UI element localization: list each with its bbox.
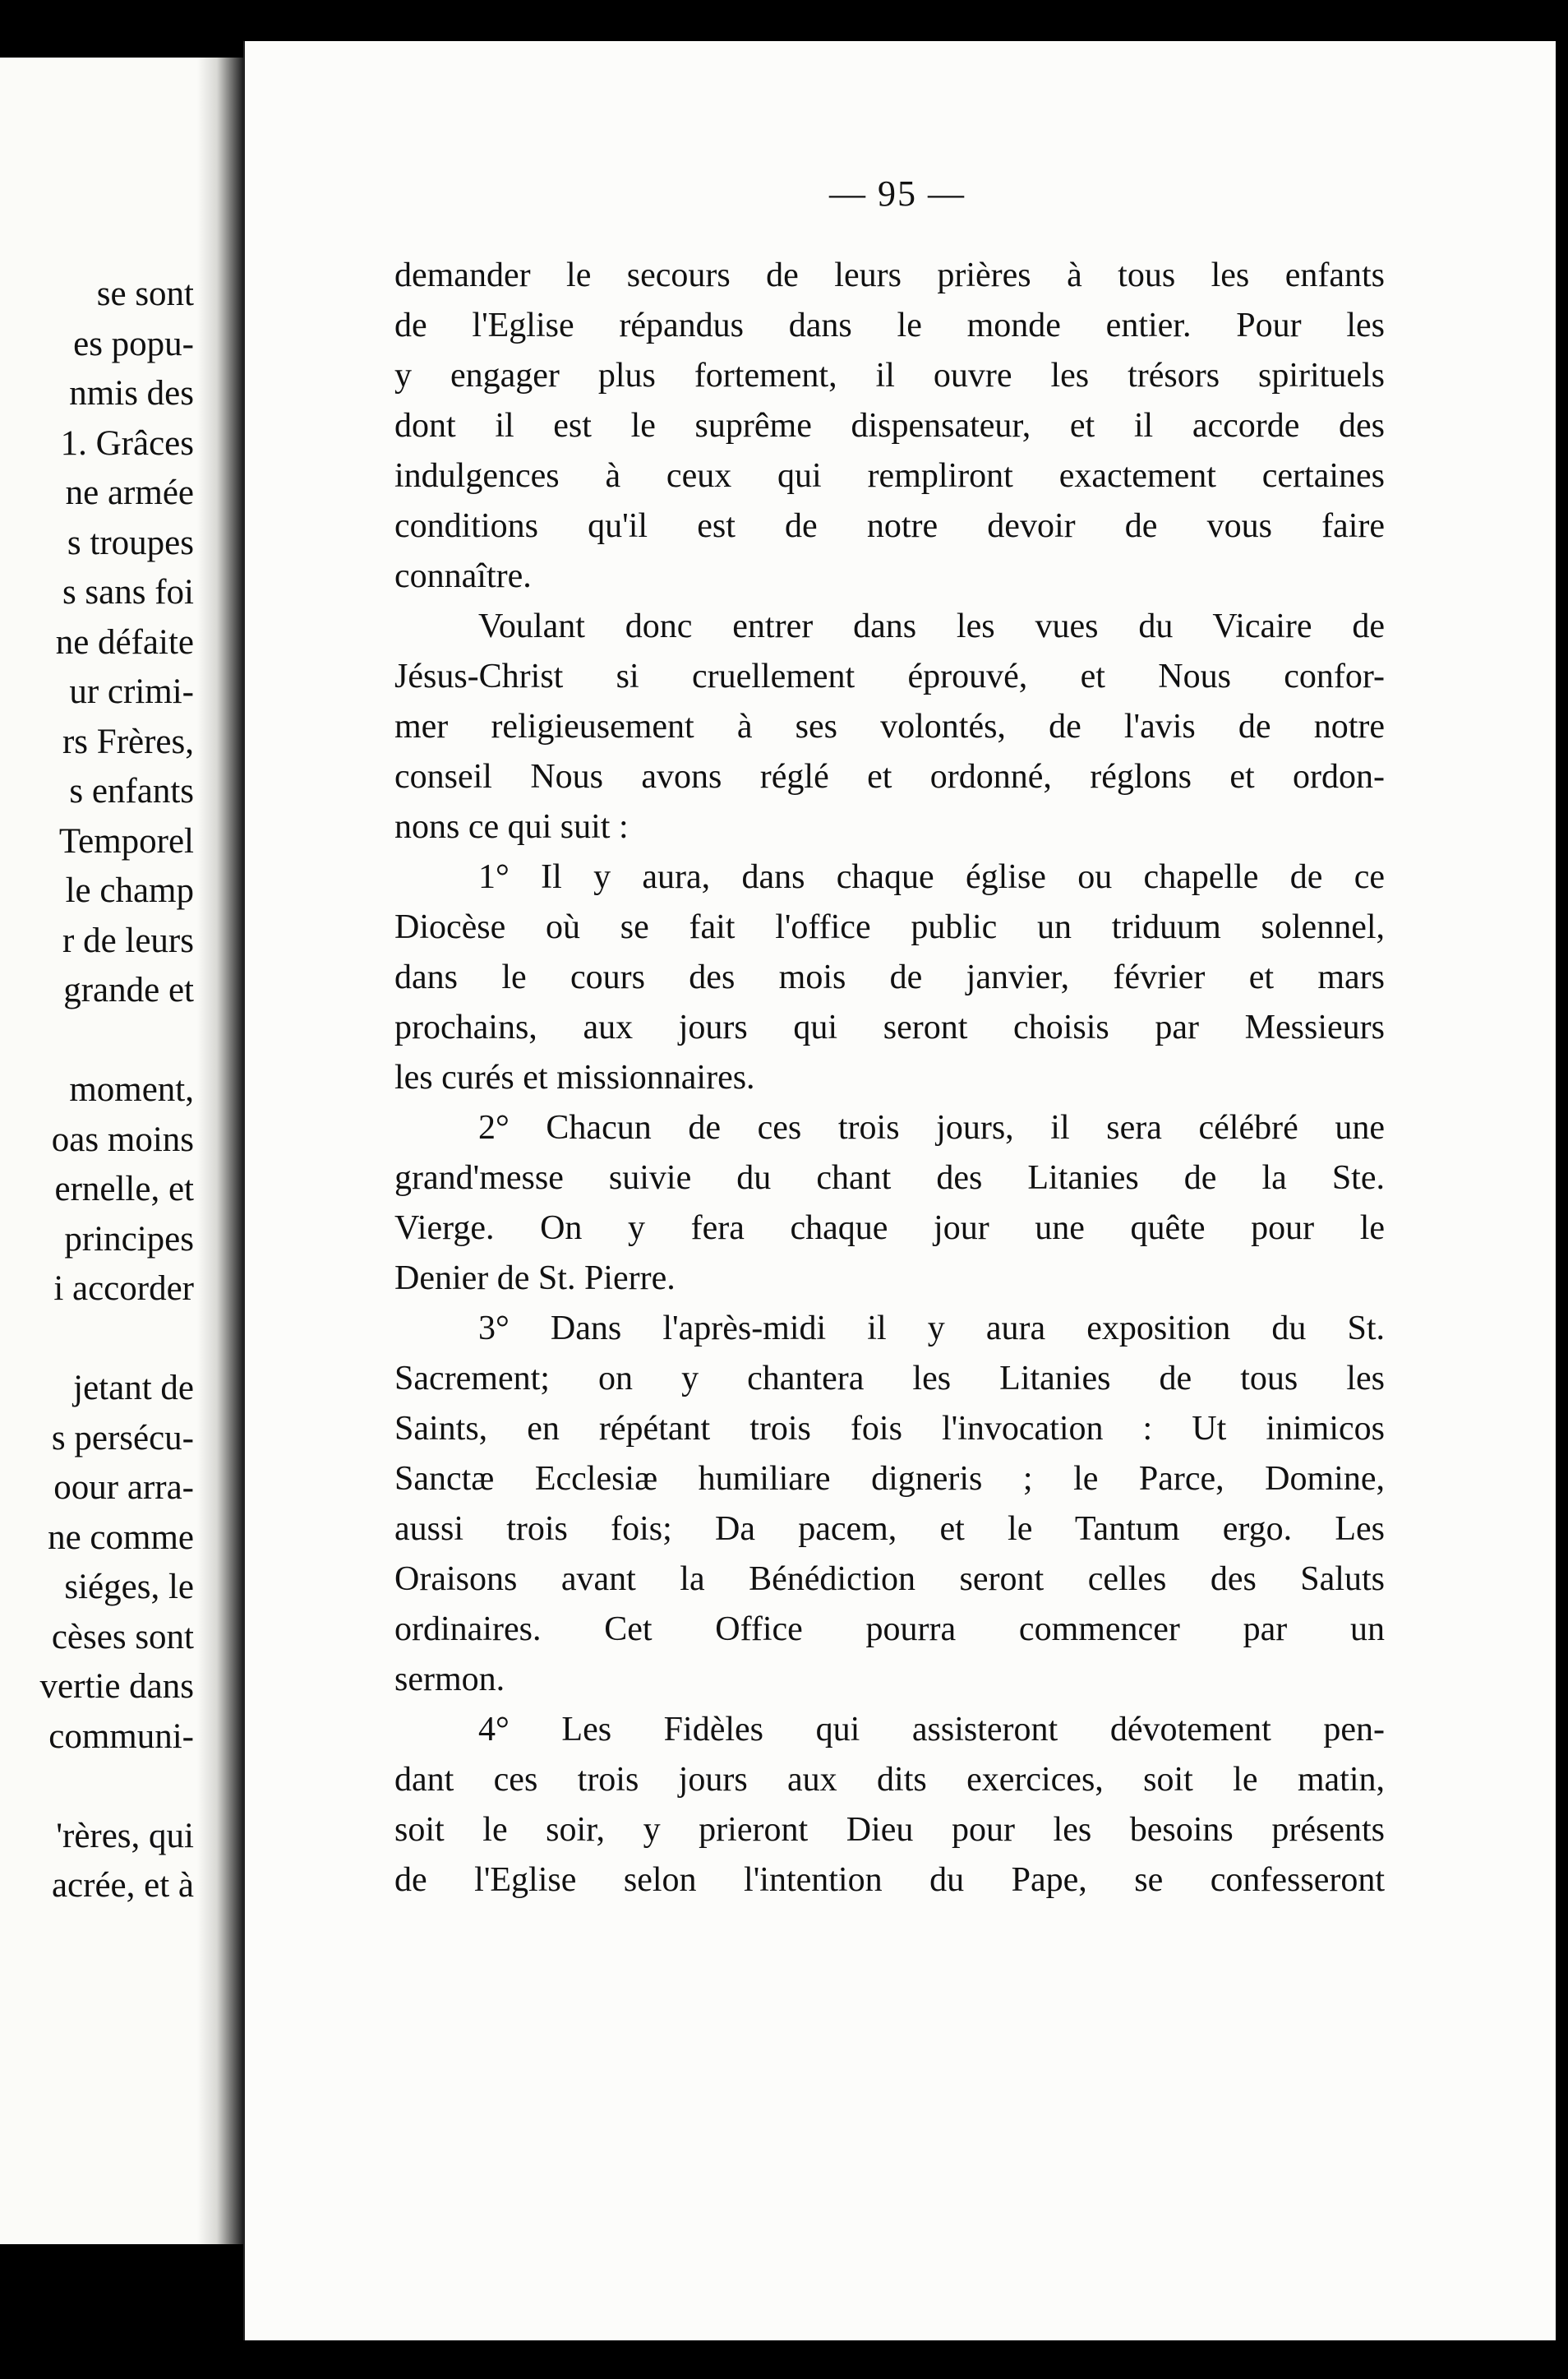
facing-page-line: s persécu-: [51, 1418, 194, 1457]
facing-page-line: se sont: [96, 275, 194, 313]
facing-page-line: nmis des: [69, 374, 194, 413]
facing-page-line: s sans foi: [62, 573, 194, 612]
facing-page-line: cèses sont: [51, 1617, 194, 1656]
text-line: 1° Il y aura, dans chaque église ou chapelle de ce: [478, 858, 1385, 896]
text-line: conseil Nous avons réglé et ordonné, réglons et ordon-: [394, 758, 1385, 796]
facing-page-line: vertie dans: [39, 1667, 194, 1706]
page-gutter: [197, 58, 247, 2244]
facing-page-line: es popu-: [73, 324, 194, 363]
facing-page-line: principes: [64, 1219, 194, 1259]
text-line: dont il est le suprême dispensateur, et il accorde des: [394, 407, 1385, 445]
page-number: — 95 —: [829, 173, 966, 214]
facing-page-line: communi-: [48, 1716, 194, 1756]
facing-page-line: le champ: [65, 871, 194, 910]
text-line: Jésus-Christ si cruellement éprouvé, et Nous confor-: [394, 658, 1385, 695]
facing-page-text: [40, 270, 194, 1911]
facing-page-line: ur crimi-: [69, 672, 194, 711]
text-line: sermon.: [394, 1661, 505, 1698]
facing-page-line: 'rères, qui: [56, 1816, 194, 1855]
text-line: 2° Chacun de ces trois jours, il sera célébré une: [478, 1109, 1385, 1147]
facing-page-line: s enfants: [69, 772, 194, 811]
text-line: conditions qu'il est de notre devoir de vous faire: [394, 507, 1385, 545]
text-line: indulgences à ceux qui rempliront exactement certaines: [394, 457, 1385, 495]
text-line: Vierge. On y fera chaque jour une quête pour le: [394, 1209, 1385, 1247]
body-text: [394, 251, 1385, 1906]
facing-page-line: siéges, le: [64, 1568, 194, 1606]
facing-page-line: ne comme: [48, 1517, 194, 1557]
facing-page-line: oas moins: [51, 1120, 194, 1159]
text-line: Sanctæ Ecclesiæ humiliare digneris ; le Parce, Domine,: [394, 1460, 1385, 1498]
facing-page-line: [40, 1762, 194, 1812]
text-line: Diocèse où se fait l'office public un triduum solennel,: [394, 908, 1385, 946]
facing-page-line: [40, 1314, 194, 1365]
facing-page-line: s troupes: [67, 523, 194, 562]
facing-page-line: jetant de: [73, 1369, 194, 1407]
text-line: ordinaires. Cet Office pourra commencer par un: [394, 1610, 1385, 1648]
text-line: soit le soir, y prieront Dieu pour les besoins présents: [394, 1811, 1385, 1849]
facing-page-line: acrée, et à: [51, 1866, 194, 1905]
facing-page-line: [40, 1016, 194, 1066]
text-line: Oraisons avant la Bénédiction seront celles des Saluts: [394, 1560, 1385, 1598]
facing-page-line: moment,: [69, 1070, 194, 1109]
text-line: Sacrement; on y chantera les Litanies de tous les: [394, 1360, 1385, 1397]
text-line: dant ces trois jours aux dits exercices, soit le matin,: [394, 1761, 1385, 1799]
facing-page-line: Temporel: [58, 821, 194, 861]
text-line: de l'Eglise selon l'intention du Pape, se confesseront: [394, 1861, 1385, 1899]
text-line: y engager plus fortement, il ouvre les trésors spirituels: [394, 357, 1385, 395]
text-line: aussi trois fois; Da pacem, et le Tantum ergo. Les: [394, 1510, 1385, 1548]
facing-page-line: oour arra-: [53, 1468, 194, 1507]
facing-page-line: r de leurs: [62, 921, 194, 960]
text-line: demander le secours de leurs prières à tous les enfants: [394, 256, 1385, 294]
text-line: les curés et missionnaires.: [394, 1059, 755, 1097]
text-line: Saints, en répétant trois fois l'invocation : Ut inimicos: [394, 1410, 1385, 1448]
facing-page-line: rs Frères,: [62, 722, 194, 761]
facing-page-line: ernelle, et: [54, 1170, 194, 1208]
text-line: 3° Dans l'après-midi il y aura exposition du St.: [478, 1310, 1385, 1347]
text-line: connaître.: [394, 557, 532, 595]
text-line: nons ce qui suit :: [394, 808, 629, 846]
text-line: 4° Les Fidèles qui assisteront dévotement pen-: [478, 1711, 1385, 1748]
text-line: dans le cours des mois de janvier, février et mars: [394, 959, 1385, 996]
facing-page-line: grande et: [63, 971, 194, 1009]
text-line: de l'Eglise répandus dans le monde entier. Pour les: [394, 307, 1385, 344]
text-line: prochains, aux jours qui seront choisis par Messieurs: [394, 1009, 1385, 1046]
text-line: mer religieusement à ses volontés, de l'avis de notre: [394, 708, 1385, 746]
facing-page-line: ne armée: [65, 473, 194, 512]
text-line: grand'messe suivie du chant des Litanies de la Ste.: [394, 1159, 1385, 1197]
text-line: Denier de St. Pierre.: [394, 1259, 676, 1297]
facing-page-line: ne défaite: [55, 622, 194, 662]
facing-page-line: i accorder: [53, 1269, 194, 1308]
text-line: Voulant donc entrer dans les vues du Vicaire de: [478, 607, 1385, 645]
facing-page-line: 1. Grâces: [60, 423, 194, 463]
